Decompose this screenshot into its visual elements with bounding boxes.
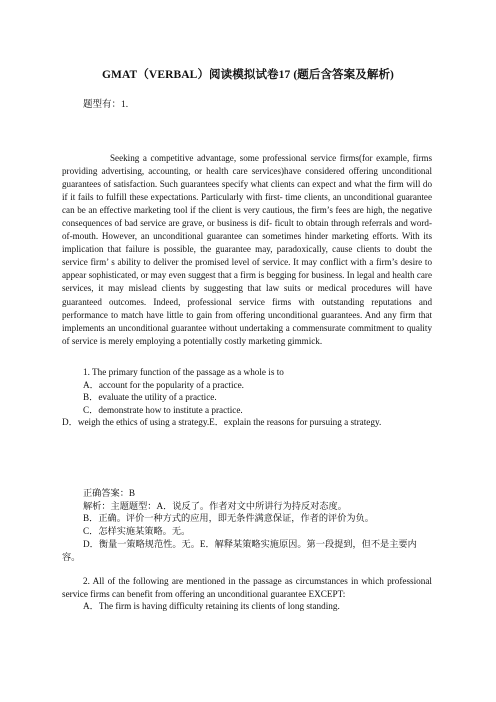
question-type-count: 题型有：1. bbox=[83, 100, 129, 110]
question-2-option-a: A．The firm is having difficulty retaining its clients of long standing. bbox=[83, 601, 340, 612]
question-1-option-b: B．evaluate the utility of a practice. bbox=[83, 392, 217, 403]
reading-passage: Seeking a competitive advantage, some professional service firms(for example, firms providing advertising, accounting, or health care services)have considered offering unconditional guarantees of satisfaction. Such guarantees specify what clients can expect and what the firm will do if it fails to fulfill these expectations. Particularly with first- time clients, an unconditional guarantee can be an effective marketing tool if the client is very cautious, the firm’s fees are high, the negative consequences of bad service are grave, or business is dif- ficult to obtain through referrals and word-of-mouth. However, an unconditional guarantee can sometimes hinder marketing efforts. With its implication that failure is possible, the guarantee may, paradoxically, cause clients to doubt the service firm’ s ability to deliver the promised level of service. It may conflict with a firm’s desire to appear sophisticated, or may even suggest that a firm is begging for business. In legal and health care services, it may mislead clients by suggesting that law suits or medical procedures will have guaranteed outcomes. Indeed, professional service firms with outstanding reputations and performance to match have little to gain from offering unconditional guarantees. And any firm that implements an unconditional guarantee without undertaking a commensurate commitment to quality of service is merely employing a potentially costly marketing gimmick. bbox=[62, 153, 432, 346]
question-1 bbox=[62, 366, 432, 429]
correct-answer: 正确答案：B bbox=[83, 488, 136, 498]
question-1-option-d-e: D．weigh the ethics of using a strategy.E．explain the reasons for pursuing a strategy. bbox=[62, 417, 382, 428]
analysis-c: C．怎样实施某策略。无。 bbox=[83, 526, 191, 537]
question-2-stem: 2. All of the following are mentioned in the passage as circumstances in which professional service firms can benefit from offering an unconditional guarantee EXCEPT: bbox=[62, 576, 432, 599]
analysis-d-e: D．衡量一策略规范性。无。E．解释某策略实施原因。第一段提到，但不是主要内容。 bbox=[62, 538, 417, 562]
question-1-option-a: A．account for the popularity of a practice. bbox=[83, 379, 244, 390]
question-1-option-c: C．demonstrate how to institute a practice. bbox=[83, 404, 243, 415]
document-title: GMAT（VERBAL）阅读模拟试卷17 (题后含答案及解析) bbox=[102, 69, 394, 81]
analysis-b: B．正确。评价一种方式的应用，即无条件满意保证，作者的评价为负。 bbox=[83, 513, 374, 524]
question-1-stem: 1. The primary function of the passage as a whole is to bbox=[83, 367, 284, 377]
answer-1 bbox=[62, 487, 432, 563]
analysis-a: 解析：主题题型：A．说反了。作者对文中所讲行为持反对态度。 bbox=[83, 500, 347, 511]
question-2 bbox=[62, 575, 432, 613]
